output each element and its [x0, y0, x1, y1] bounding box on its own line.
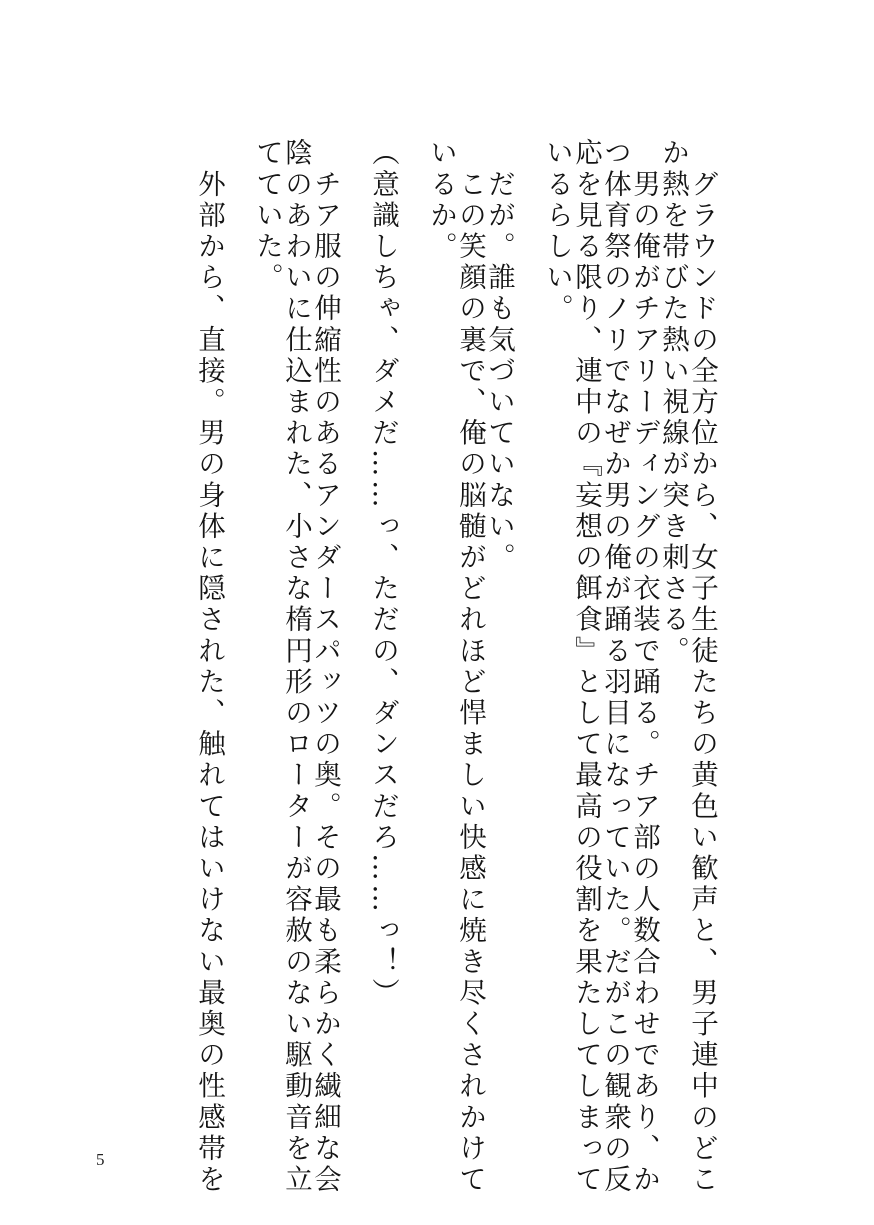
- text-line: チア服の伸縮性のあるアンダースパッツの奥。その最も柔らかく繊細な会: [309, 138, 341, 1196]
- text-line: 男の俺がチアリーディングの衣装で踊る。チア部の人数合わせであり、か: [628, 138, 660, 1196]
- text-line: てていた。: [251, 138, 283, 294]
- inner-thought-line: （意識しちゃ、ダメだ……っ、ただの、ダンスだろ……っ！）: [367, 138, 399, 1009]
- vertical-text-body: [116, 138, 718, 1196]
- text-line: か熱を帯びた熱い視線が突き刺さる。: [657, 138, 689, 667]
- text-line: つ体育祭のノリでなぜか男の俺が踊る羽目になっていた。だがこの観衆の反: [599, 138, 631, 1196]
- text-line: 陰のあわいに仕込まれた、小さな楕円形のローターが容赦のない駆動音を立: [280, 138, 312, 1196]
- text-line: 応を見る限り、連中の『妄想の餌食』として最高の役割を果たしてしまって: [570, 138, 602, 1196]
- blank-line: [513, 138, 542, 1038]
- blank-line: [397, 138, 426, 1038]
- text-line: この笑顔の裏で、俺の脳髄がどれほど悍ましい快感に焼き尽くされかけて: [454, 138, 486, 1196]
- blank-line: [223, 138, 252, 1038]
- text-line: だが。誰も気づいていない。: [483, 138, 515, 574]
- page-number: 5: [96, 1150, 105, 1169]
- text-line: いるらしい。: [541, 138, 573, 325]
- text-line: 外部から、直接。男の身体に隠された、触れてはいけない最奥の性感帯を: [193, 138, 225, 1196]
- text-line: いるか。: [425, 138, 457, 263]
- blank-line: [339, 138, 368, 1038]
- text-line: グラウンドの全方位から、女子生徒たちの黄色い歓声と、男子連中のどこ: [686, 138, 718, 1196]
